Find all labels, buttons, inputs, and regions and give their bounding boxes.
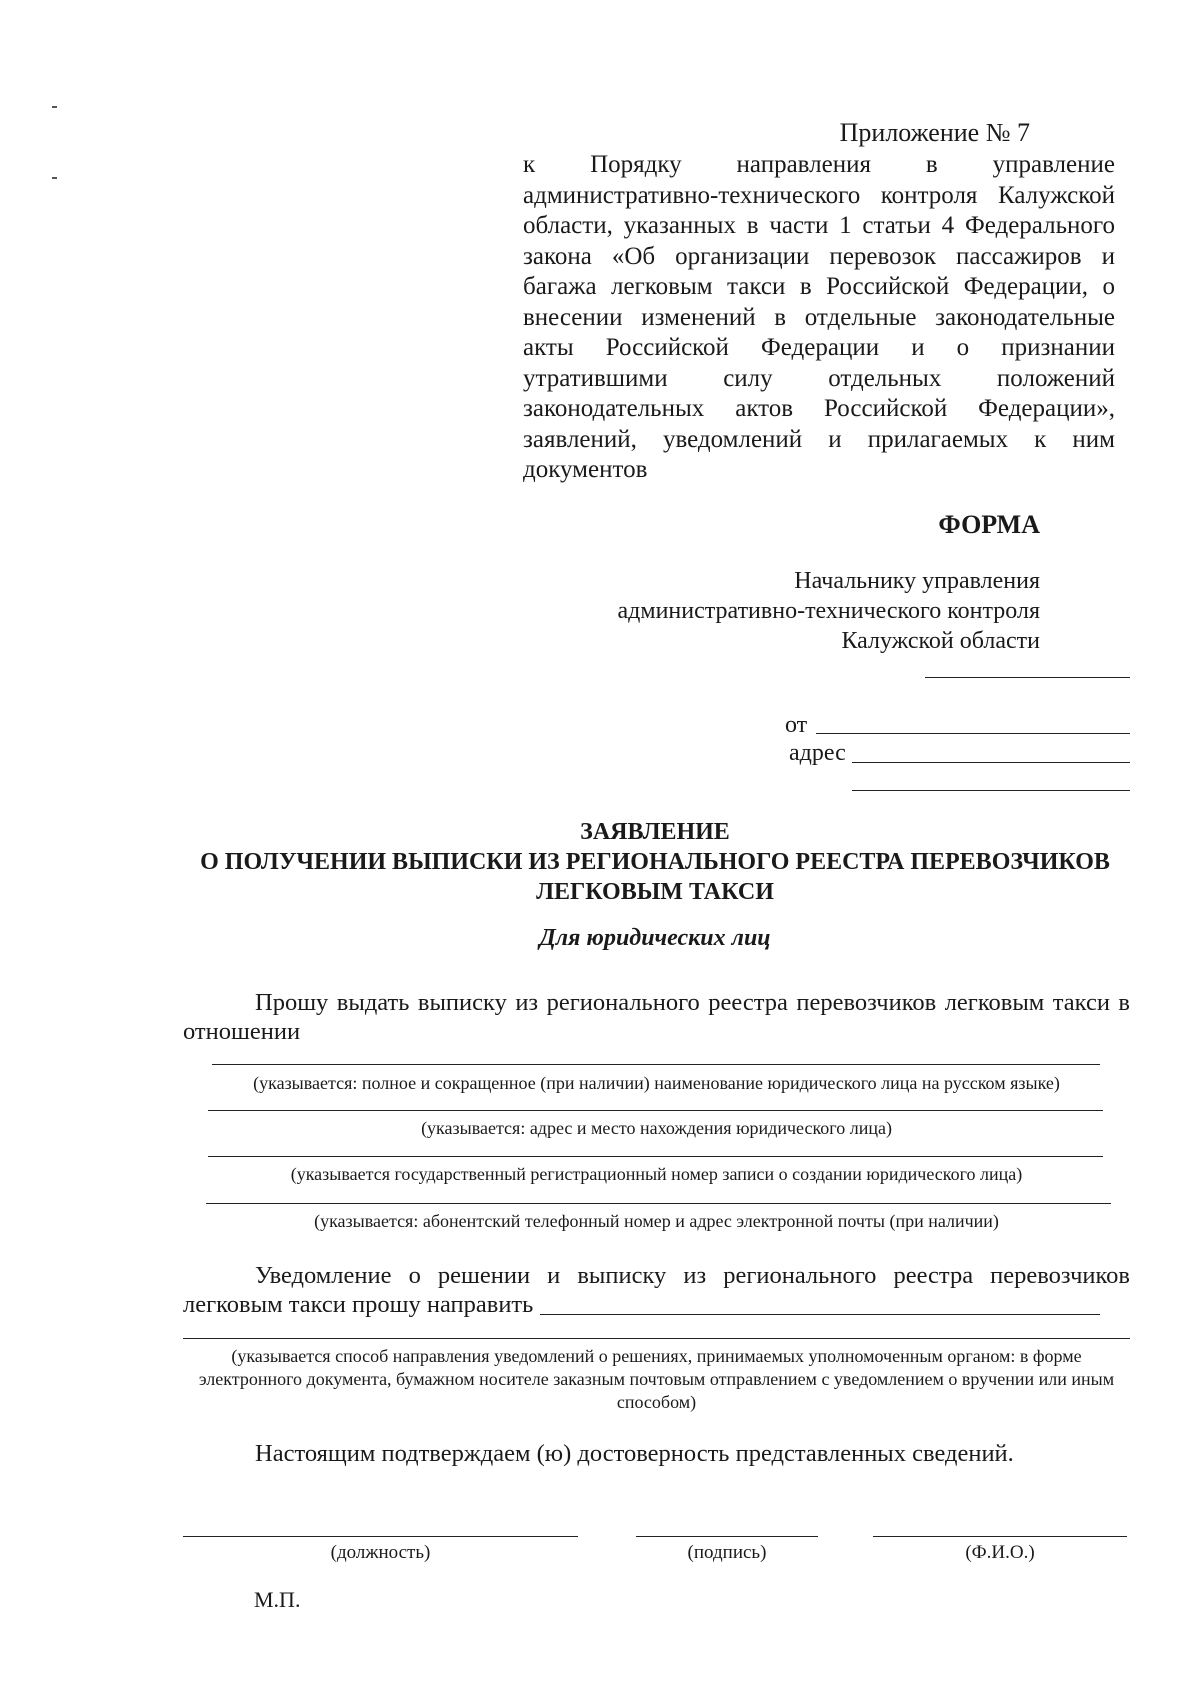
stamp-label: М.П. bbox=[254, 1587, 301, 1612]
notify-paragraph bbox=[183, 1261, 1130, 1319]
full-name-field[interactable] bbox=[873, 1536, 1127, 1537]
registration-number-field[interactable] bbox=[208, 1156, 1103, 1157]
contacts-field[interactable] bbox=[206, 1203, 1111, 1204]
title-line-2: О ПОЛУЧЕНИИ ВЫПИСКИ ИЗ РЕГИОНАЛЬНОГО РЕЕСТРА ПЕРЕВОЗЧИКОВ bbox=[200, 849, 1110, 875]
address-label: адрес bbox=[789, 740, 846, 766]
from-label: от bbox=[785, 712, 808, 738]
appendix-title: Приложение № 7 bbox=[839, 118, 1030, 147]
document-title bbox=[0, 817, 1200, 907]
notify-method-field-continued[interactable] bbox=[183, 1338, 1130, 1339]
scan-speck bbox=[52, 177, 57, 179]
addressee-line-1: Начальнику управления bbox=[794, 568, 1040, 594]
addressee-line-2: административно-технического контроля bbox=[617, 598, 1040, 624]
appendix-text: к Порядку направления в управление административно-технического контроля Калужской области, указанных в части 1 статьи 4 Федерального закона «Об организации перевозок пассажиров и багажа легковым такси в Российской Федерации, о внесении изменений в отдельные законодательные акты Российской Федерации и о признании утратившими силу отдельных положений законодательных актов Российской Федерации», заявлений, уведомлений и прилагаемых к ним документов bbox=[523, 151, 1115, 483]
document-subtitle: Для юридических лиц bbox=[539, 925, 771, 951]
address-field[interactable] bbox=[852, 762, 1130, 763]
entity-name-hint: (указывается: полное и сокращенное (при наличии) наименование юридического лица на русском языке) bbox=[253, 1073, 1060, 1093]
addressee-line-3: Калужской области bbox=[841, 628, 1040, 654]
title-line-3: ЛЕГКОВЫМ ТАКСИ bbox=[536, 879, 774, 905]
scan-speck bbox=[52, 106, 57, 108]
notify-text: Уведомление о решении и выписку из регионального реестра перевозчиков легковым такси прошу направить bbox=[183, 1262, 1130, 1318]
title-line-1: ЗАЯВЛЕНИЕ bbox=[580, 819, 730, 845]
confirmation-text: Настоящим подтверждаем (ю) достоверность представленных сведений. bbox=[255, 1440, 1014, 1467]
request-paragraph: Прошу выдать выписку из регионального реестра перевозчиков легковым такси в отношении bbox=[183, 989, 1130, 1045]
signature-field[interactable] bbox=[636, 1536, 818, 1537]
registration-number-hint: (указывается государственный регистрационный номер записи о создании юридического лица) bbox=[290, 1164, 1023, 1184]
contacts-hint: (указывается: абонентский телефонный номер и адрес электронной почты (при наличии) bbox=[314, 1211, 999, 1231]
position-label: (должность) bbox=[330, 1542, 431, 1563]
entity-name-field[interactable] bbox=[212, 1064, 1100, 1065]
addressee-name-field[interactable] bbox=[925, 677, 1130, 678]
address-field-continued[interactable] bbox=[852, 790, 1130, 791]
entity-address-hint: (указывается: адрес и место нахождения юридического лица) bbox=[421, 1118, 892, 1138]
signature-label: (подпись) bbox=[687, 1542, 767, 1563]
notify-method-hint: (указывается способ направления уведомлений о решениях, принимаемых уполномоченным органом: в форме электронного документа, бумажном носителе заказным почтовым отправлением с уведомлением о вручении или иным способом) bbox=[198, 1346, 1115, 1412]
full-name-label: (Ф.И.О.) bbox=[965, 1542, 1035, 1563]
form-label: ФОРМА bbox=[938, 510, 1040, 539]
from-field[interactable] bbox=[816, 733, 1130, 734]
addressee-block bbox=[618, 566, 1040, 656]
entity-address-field[interactable] bbox=[208, 1110, 1103, 1111]
notify-method-field[interactable] bbox=[540, 1314, 1100, 1315]
position-field[interactable] bbox=[183, 1536, 578, 1537]
